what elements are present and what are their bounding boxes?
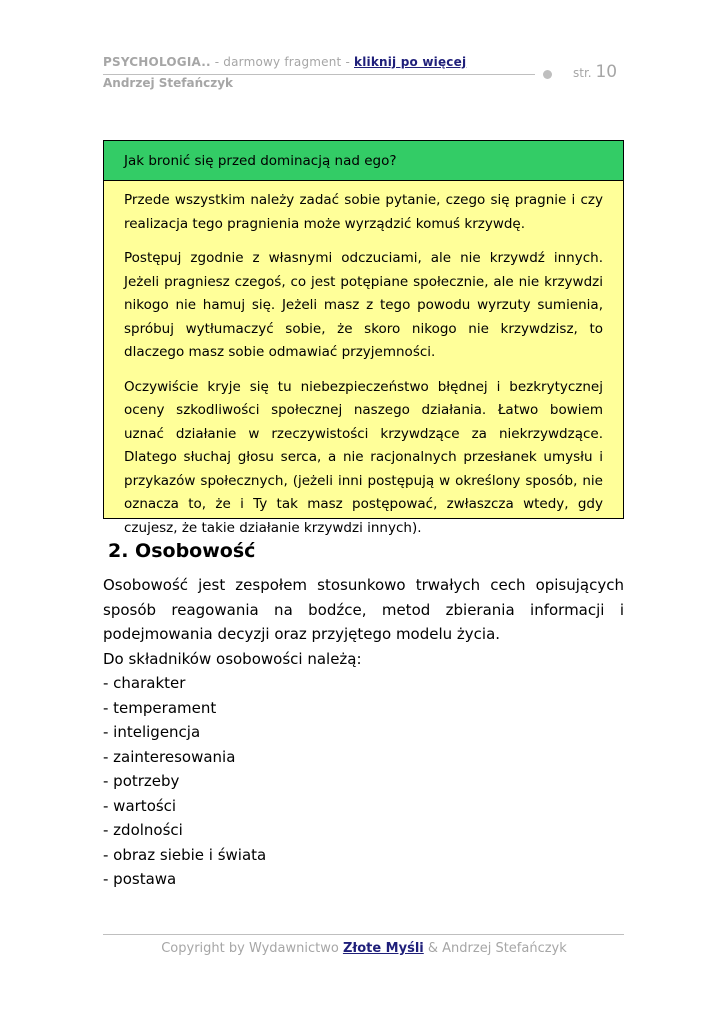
callout-paragraph: Postępuj zgodnie z własnymi odczuciami, ale nie krzywdź innych. Jeżeli pragniesz czegoś, co jest potępiane społecznie, ale nie krzywdzi nikogo nie hamuj się. Jeżeli masz z tego powodu wyrzuty sumienia, spróbuj wytłumaczyć sobie, że skoro nikogo nie krzywdzisz, to dlaczego masz sobie odmawiać przyjemności. <box>124 250 603 360</box>
callout-title: Jak bronić się przed dominacją nad ego? <box>104 141 623 181</box>
page-number-value: 10 <box>595 62 618 82</box>
callout-body <box>104 181 623 540</box>
header-brand: PSYCHOLOGIA.. <box>103 55 211 69</box>
list-item: - wartości <box>103 796 177 815</box>
header-subtitle: darmowy fragment <box>223 55 342 69</box>
more-link[interactable]: kliknij po więcej <box>354 55 467 69</box>
list-item: - obraz siebie i świata <box>103 845 267 864</box>
callout-paragraph: Przede wszystkim należy zadać sobie pytanie, czego się pragnie i czy realizacja tego pragnienia może wyrządzić komuś krzywdę. <box>124 192 603 232</box>
list-item: - potrzeby <box>103 772 180 790</box>
section-intro: Osobowość jest zespołem stosunkowo trwałych cech opisujących sposób reagowania na bodźce, metod zbierania informacji i podejmowania decyzji oraz przyjętego modelu życia. <box>103 576 624 643</box>
publisher-link[interactable]: Złote Myśli <box>342 941 424 956</box>
page-footer <box>0 941 728 956</box>
header-separator: - <box>341 55 355 69</box>
callout-paragraph: Oczywiście kryje się tu niebezpieczeństwo błędnej i bezkrytycznej oceny szkodliwości społecznej naszego działania. Łatwo bowiem uznać działanie w rzeczywistości krzywdzące za niekrzywdzące. Dlatego słuchaj głosu serca, a nie racjonalnych przesłanek umysłu i przykazów społecznych, (jeżeli inni postępują w określony sposób, nie oznacza to, że i Ty tak masz postępować, zwłaszcza wtedy, gdy czujesz, że takie działanie krzywdzi innych). <box>124 378 603 536</box>
list-item: - inteligencja <box>103 723 201 741</box>
header-separator: - <box>210 55 224 69</box>
header-title-line <box>103 55 623 69</box>
page-number <box>573 62 617 82</box>
list-intro: Do składników osobowości należą: <box>103 649 362 668</box>
page-header <box>103 55 623 90</box>
list-item: - postawa <box>103 870 177 888</box>
list-item: - zainteresowania <box>103 747 236 766</box>
list-item: - temperament <box>103 698 217 717</box>
callout-box <box>103 140 624 536</box>
header-author: Andrzej Stefańczyk <box>103 76 234 90</box>
footer-suffix: & Andrzej Stefańczyk <box>423 941 567 956</box>
footer-rule <box>103 934 624 935</box>
section-heading: 2. Osobowość <box>108 540 256 562</box>
footer-prefix: Copyright by Wydawnictwo <box>161 941 343 956</box>
page-label: str. <box>573 66 592 80</box>
list-item: - charakter <box>103 674 186 692</box>
bullet-dot-icon <box>543 70 552 79</box>
list-item: - zdolności <box>103 821 183 839</box>
header-rule <box>103 74 535 75</box>
section-body <box>103 573 624 892</box>
